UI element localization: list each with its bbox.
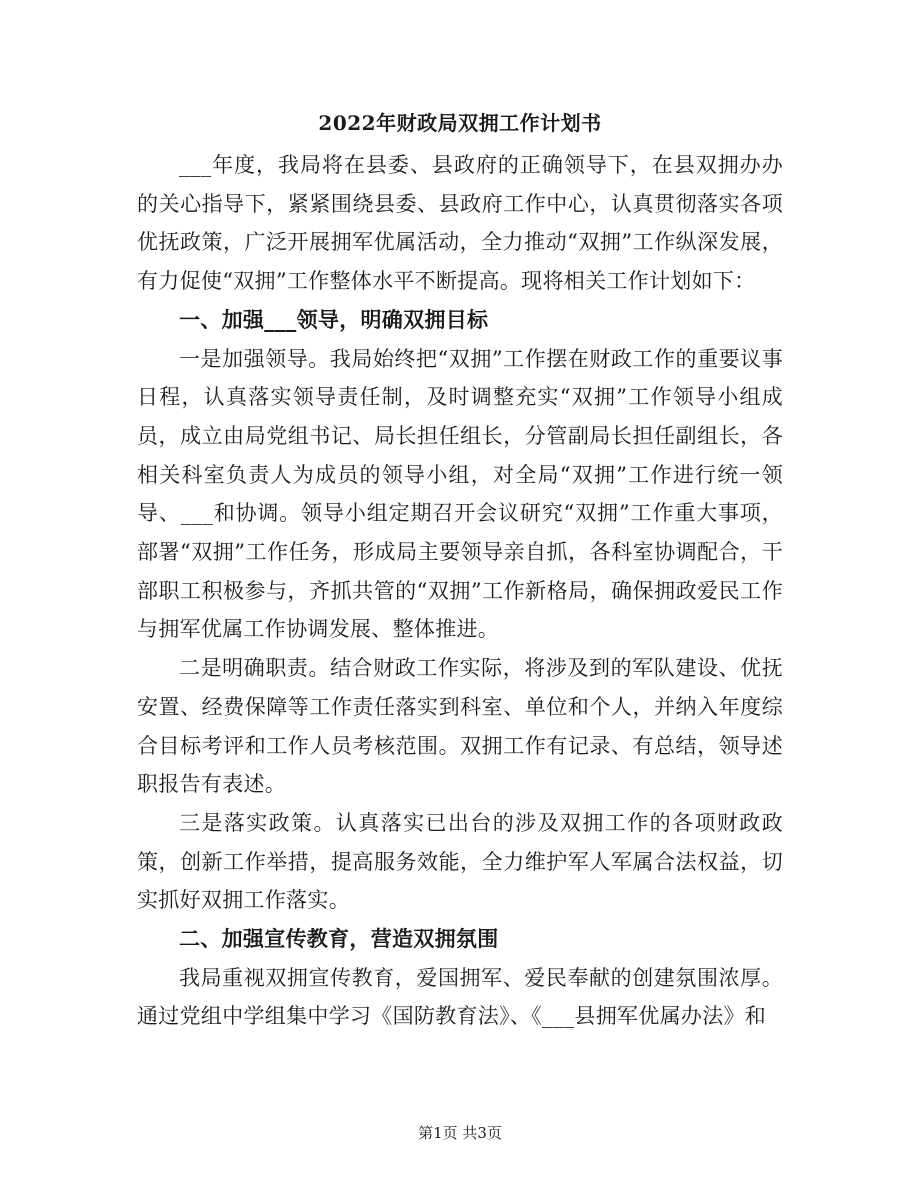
section-heading-2: 二、加强宣传教育，营造双拥氛围 [179,926,499,952]
page-footer: 第1页 共3页 [418,1124,502,1142]
paragraph-publicity: 我局重视双拥宣传教育，爱国拥军、爱民奉献的创建氛围浓厚。通过党组中学组集中学习《国防教育法》、《___县拥军优属办法》和 [137,965,783,1029]
paragraph-duties: 二是明确职责。结合财政工作实际，将涉及到的军队建设、优抚安置、经费保障等工作责任落实到科室、单位和个人，并纳入年度综合目标考评和工作人员考核范围。双拥工作有记录、有总结，领导述职报告有表述。 [137,656,783,797]
section-heading-1: 一、加强___领导，明确双拥目标 [179,306,489,332]
intro-paragraph: ___年度，我局将在县委、县政府的正确领导下，在县双拥办办的关心指导下，紧紧围绕县委、县政府工作中心，认真贯彻落实各项优抚政策，广泛开展拥军优属活动，全力推动“双拥”工作纵深发展，有力促使“双拥”工作整体水平不断提高。现将相关工作计划如下： [137,153,783,294]
document-body [137,146,783,1036]
paragraph-policy: 三是落实政策。认真落实已出台的涉及双拥工作的各项财政政策，创新工作举措，提高服务效能，全力维护军人军属合法权益，切实抓好双拥工作落实。 [137,810,783,913]
document-title: 2022年财政局双拥工作计划书 [318,111,602,135]
paragraph-leadership: 一是加强领导。我局始终把“双拥”工作摆在财政工作的重要议事日程，认真落实领导责任制，及时调整充实“双拥”工作领导小组成员，成立由局党组书记、局长担任组长，分管副局长担任副组长，各相关科室负责人为成员的领导小组，对全局“双拥”工作进行统一领导、___和协调。领导小组定期召开会议研究“双拥”工作重大事项，部署“双拥”工作任务，形成局主要领导亲自抓，各科室协调配合，干部职工积极参与，齐抓共管的“双拥”工作新格局，确保拥政爱民工作与拥军优属工作协调发展、整体推进。 [137,346,783,642]
